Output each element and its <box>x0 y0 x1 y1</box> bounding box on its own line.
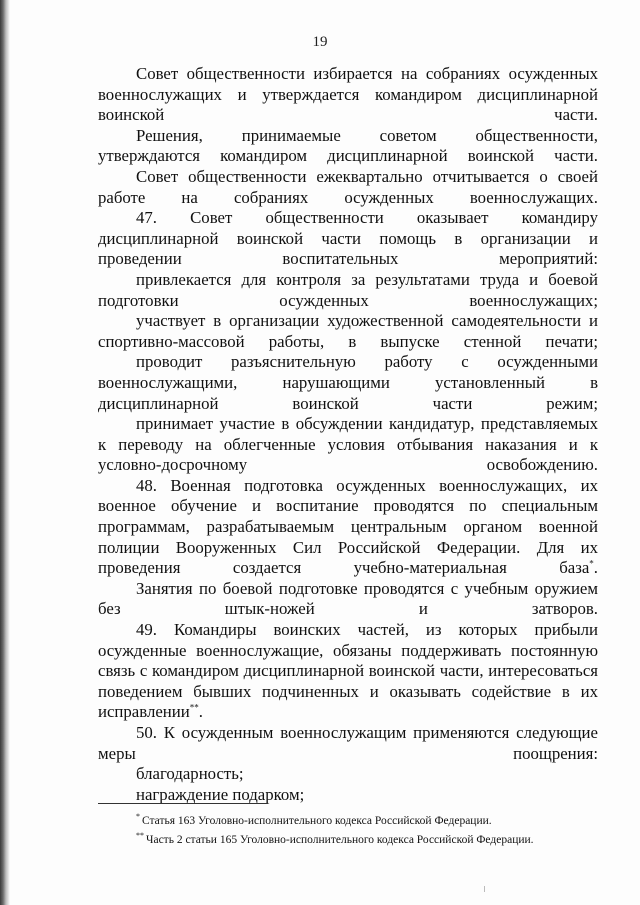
paragraph: 47. Совет общественности оказывает командиру дисциплинарной воинской части помощь в организации и проведении воспитательных мероприятий: <box>98 208 598 269</box>
body-text <box>98 64 598 805</box>
paragraph <box>98 620 598 723</box>
footnote-text: Статья 163 Уголовно-исполнительного кодекса Российской Федерации. <box>142 815 492 827</box>
paragraph: Совет общественности ежеквартально отчитывается о своей работе на собраниях осужденных военнослужащих. <box>98 166 598 207</box>
footnote-ref: * <box>589 558 594 569</box>
paragraph: награждение подарком; <box>136 784 305 804</box>
scan-artifact <box>484 886 488 892</box>
footnotes <box>98 812 598 850</box>
footnote-divider <box>98 803 268 804</box>
paragraph: принимает участие в обсуждении кандидатур, представляемых к переводу на облегченные условия отбывания наказания и к условно-досрочному освобождению. <box>98 414 598 475</box>
paragraph: благодарность; <box>136 764 244 784</box>
paragraph: Решения, принимаемые советом общественности, утверждаются командиром дисциплинарной воинской части. <box>98 125 598 166</box>
footnote-mark: * <box>136 812 140 822</box>
paragraph: 50. К осужденным военнослужащим применяются следующие меры поощрения: <box>98 723 598 763</box>
paragraph: привлекается для контроля за результатами труда и боевой подготовки осужденных военнослужащих; <box>98 269 598 310</box>
footnote <box>98 812 598 831</box>
paragraph-punct: . <box>198 702 203 722</box>
paragraph-punct: . <box>593 558 598 578</box>
footnote <box>98 831 598 850</box>
paragraph: Совет общественности избирается на собраниях осужденных военнослужащих и утверждается командиром дисциплинарной воинской части. <box>98 64 598 125</box>
paragraph-text: 48. Военная подготовка осужденных военнослужащих, их военное обучение и воспитание проводятся по специальным программам, разрабатываемым центральным органом военной полиции Вооруженных Сил Российской Федерации. Для их проведения создается учебно-материальная база <box>98 475 598 578</box>
page-number: 19 <box>312 34 328 50</box>
footnote-text: Часть 2 статьи 165 Уголовно-исполнительного кодекса Российской Федерации. <box>146 834 534 846</box>
paragraph: проводит разъяснительную работу с осужденными военнослужащими, нарушающими установленный в дисциплинарной воинской части режим; <box>98 352 598 413</box>
paragraph <box>98 476 598 579</box>
footnote-mark: ** <box>136 831 144 841</box>
scan-edge-shadow <box>0 0 10 905</box>
footnote-ref: ** <box>189 702 199 713</box>
paragraph: Занятия по боевой подготовке проводятся с учебным оружием без штык-ножей и затворов. <box>98 578 598 619</box>
paragraph: участвует в организации художественной самодеятельности и спортивно-массовой работы, в выпуске стенной печати; <box>98 311 598 351</box>
paragraph-text: 49. Командиры воинских частей, из которых прибыли осужденные военнослужащие, обязаны поддерживать постоянную связь с командиром дисциплинарной воинской части, интересоваться поведением бывших подчиненных и оказывать содействие в их исправлении <box>98 620 598 722</box>
